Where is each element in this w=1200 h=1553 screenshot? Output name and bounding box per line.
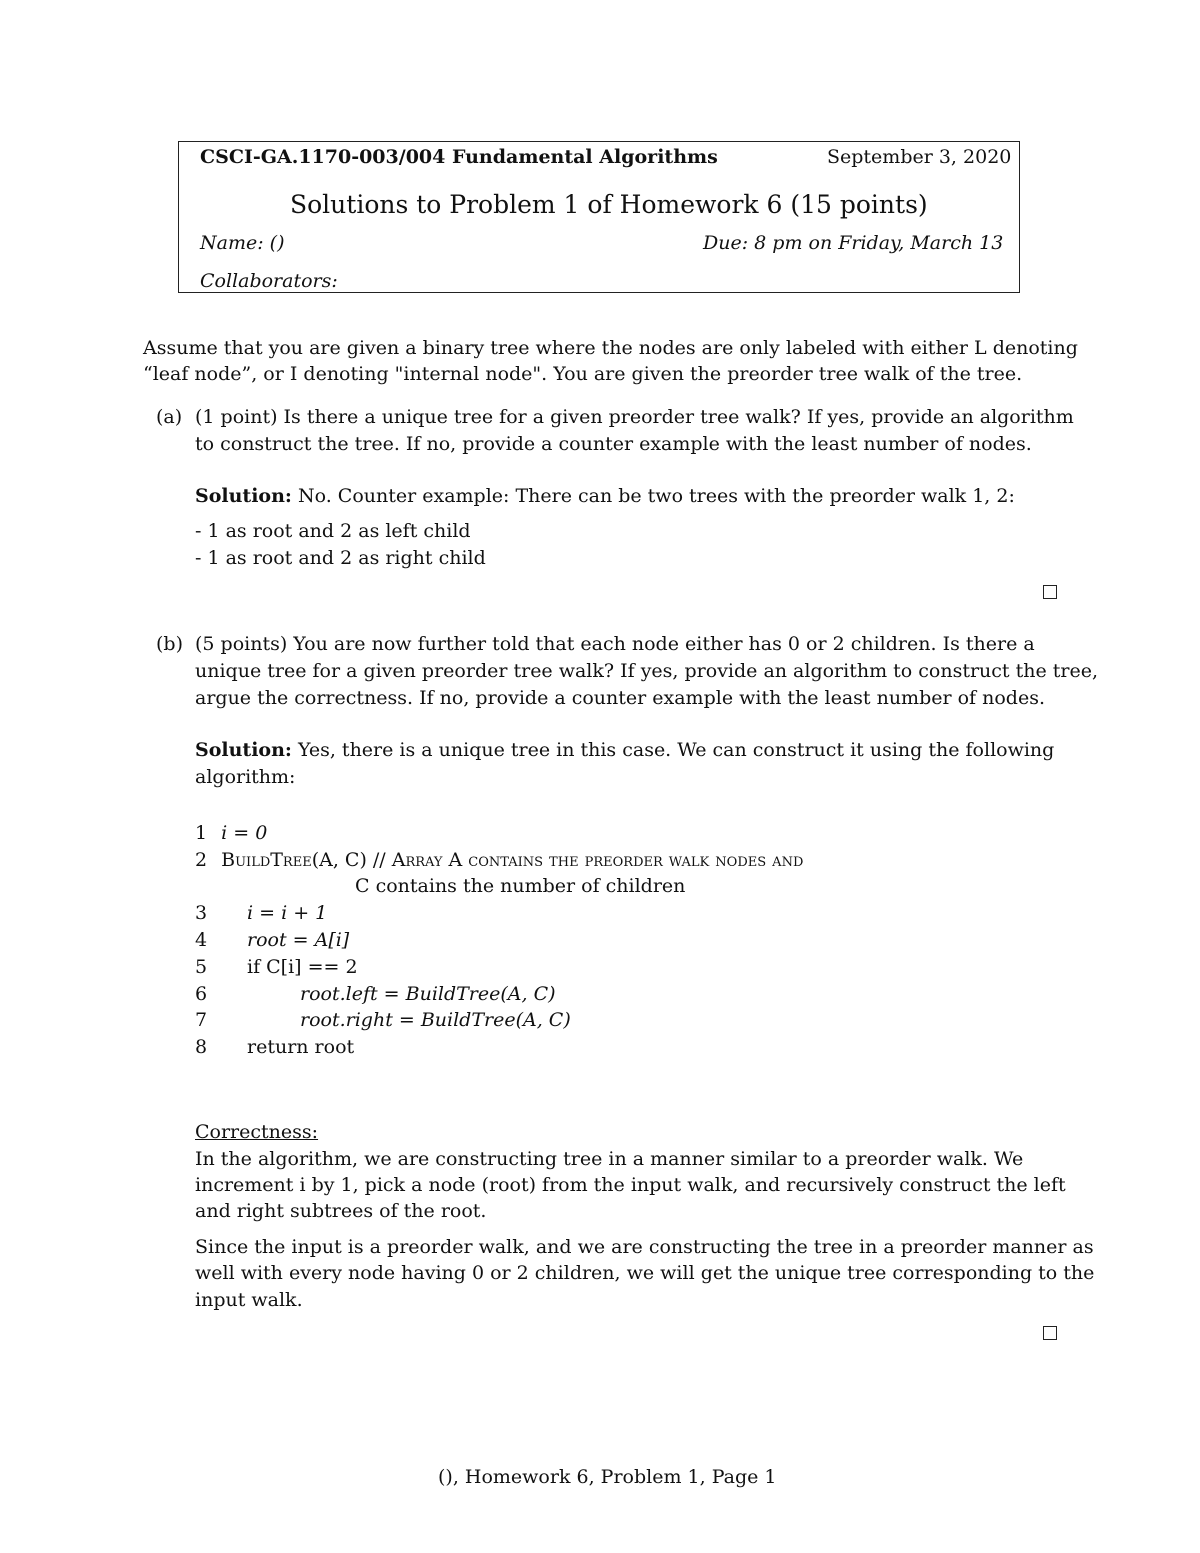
course-title: CSCI-GA.1170-003/004 Fundamental Algorithms <box>200 146 718 168</box>
algo-line-6-num: 6 <box>195 983 208 1005</box>
correctness-heading: Correctness: <box>195 1121 319 1143</box>
page-footer: (), Homework 6, Problem 1, Page 1 <box>438 1466 777 1488</box>
due-date: Due: 8 pm on Friday, March 13 <box>703 232 1004 254</box>
part-a-line-2: to construct the tree. If no, provide a counter example with the least number of nodes. <box>195 433 1032 455</box>
header-date: September 3, 2020 <box>827 146 1012 168</box>
algo-line-6: root.left = BuildTree(A, C) <box>300 983 556 1005</box>
correctness-p1-line-3: and right subtrees of the root. <box>195 1200 487 1222</box>
solution-label: Solution: <box>195 485 292 507</box>
algo-line-5: if C[i] == 2 <box>247 956 358 978</box>
part-a-label: (a) <box>156 406 183 428</box>
qed-box-icon <box>1043 585 1057 599</box>
algo-line-7: root.right = BuildTree(A, C) <box>300 1009 571 1031</box>
part-a-bullet-2: - 1 as root and 2 as right child <box>195 547 486 569</box>
algo-line-8: return root <box>247 1036 355 1058</box>
part-b-solution-line-2: algorithm: <box>195 766 296 788</box>
algo-line-7-num: 7 <box>195 1009 208 1031</box>
part-b-solution <box>195 737 1054 764</box>
part-b-line-2: unique tree for a given preorder tree walk? If yes, provide an algorithm to construct the tree, <box>195 660 1099 682</box>
qed-box-icon <box>1043 1326 1057 1340</box>
part-b-line-3: argue the correctness. If no, provide a counter example with the least number of nodes. <box>195 687 1045 709</box>
student-name: Name: () <box>200 232 285 254</box>
algo-code: BuildTree(A, C) // Array A contains the preorder walk nodes and <box>221 849 804 871</box>
algo-line-8-num: 8 <box>195 1036 208 1058</box>
correctness-p1-line-1: In the algorithm, we are constructing tree in a manner similar to a preorder walk. We <box>195 1148 1024 1170</box>
algo-line-4: root = A[i] <box>247 929 350 951</box>
algo-line-3: i = i + 1 <box>247 902 328 924</box>
intro-line-1: Assume that you are given a binary tree where the nodes are only labeled with either L denoting <box>143 337 1078 359</box>
algo-code: i = 0 <box>221 822 268 844</box>
line-number: 1 <box>195 822 208 844</box>
solution-text: Yes, there is a unique tree in this case. We can construct it using the following <box>297 739 1055 761</box>
correctness-p2-line-2: well with every node having 0 or 2 children, we will get the unique tree corresponding to the <box>195 1262 1095 1284</box>
solution-text: No. Counter example: There can be two trees with the preorder walk 1, 2: <box>297 485 1015 507</box>
part-a-bullet-1: - 1 as root and 2 as left child <box>195 520 471 542</box>
line-number: 2 <box>195 849 208 871</box>
part-a-solution <box>195 483 1015 510</box>
page-title: Solutions to Problem 1 of Homework 6 (15 points) <box>290 190 928 219</box>
part-b-label: (b) <box>156 633 183 655</box>
part-b-line-1: (5 points) You are now further told that each node either has 0 or 2 children. Is there a <box>195 633 1035 655</box>
correctness-p2-line-1: Since the input is a preorder walk, and we are constructing the tree in a preorder manner as <box>195 1236 1094 1258</box>
algo-line-1 <box>195 820 267 847</box>
intro-line-2: “leaf node”, or I denoting "internal node". You are given the preorder tree walk of the tree. <box>143 363 1023 385</box>
algo-line-2 <box>195 847 803 874</box>
correctness-p2-line-3: input walk. <box>195 1289 303 1311</box>
algo-line-4-num: 4 <box>195 929 208 951</box>
collaborators: Collaborators: <box>200 270 338 292</box>
part-a-line-1: (1 point) Is there a unique tree for a given preorder tree walk? If yes, provide an algorithm <box>195 406 1074 428</box>
algo-line-3-num: 3 <box>195 902 208 924</box>
correctness-p1-line-2: increment i by 1, pick a node (root) from the input walk, and recursively construct the left <box>195 1174 1066 1196</box>
algo-line-5-num: 5 <box>195 956 208 978</box>
algo-line-2-continued: C contains the number of children <box>355 875 686 897</box>
solution-label: Solution: <box>195 739 292 761</box>
